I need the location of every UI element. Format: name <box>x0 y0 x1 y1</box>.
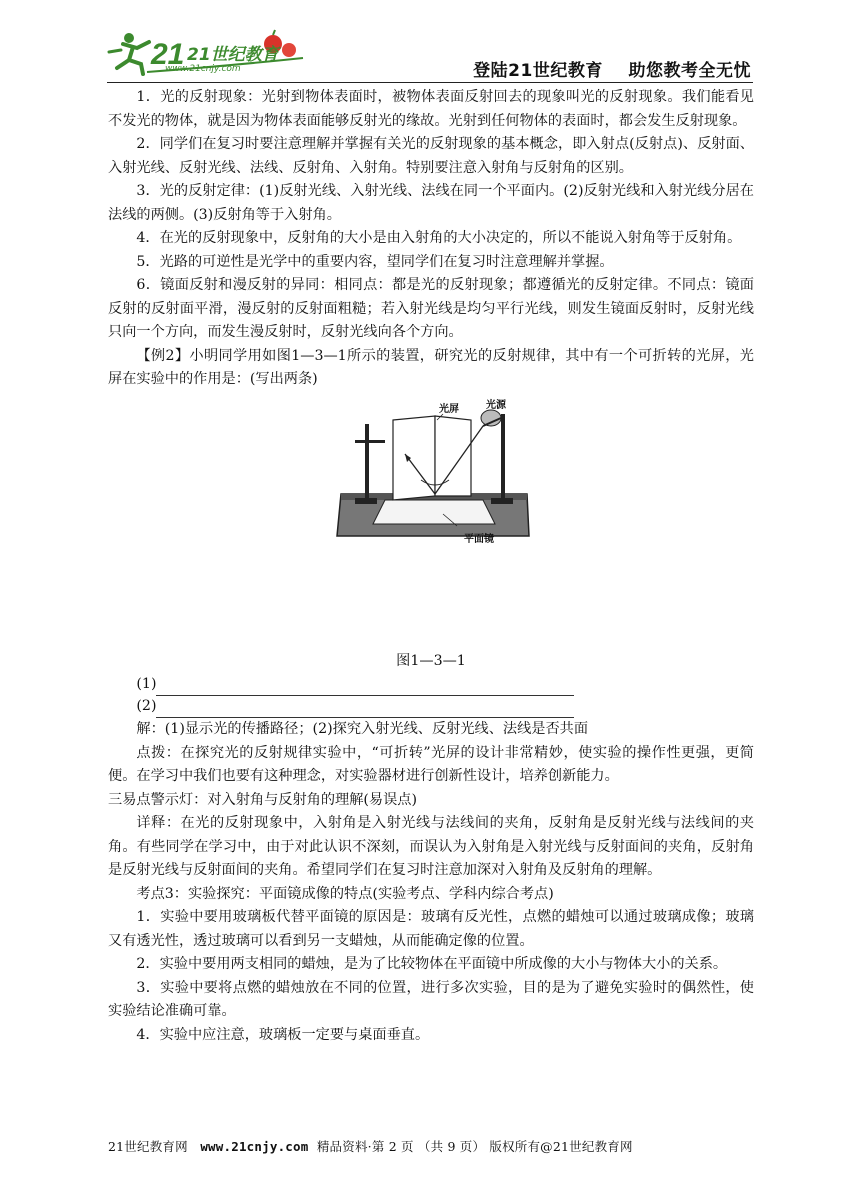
answer-number-2: (2) <box>136 697 157 714</box>
label-light-source: 光源 <box>486 399 506 411</box>
answer-blank-1[interactable] <box>156 682 574 696</box>
footer-site-link[interactable]: www.21cnjy.com <box>200 1139 309 1154</box>
topic-3-item-1: 1．实验中要用玻璃板代替平面镜的原因是：玻璃有反光性，点燃的蜡烛可以通过玻璃成像；玻璃又有透光性，透过玻璃可以看到另一支蜡烛，从而能确定像的位置。 <box>108 909 754 949</box>
footer-right: 精品资料·第 2 页 （共 9 页） 版权所有@21世纪教育网 <box>308 1139 633 1154</box>
page-content-lower <box>108 648 754 1047</box>
logo-text: 21世纪教育 <box>187 45 279 65</box>
header-slogan: 登陆21世纪教育 助您教考全无忧 <box>473 61 751 81</box>
paragraph-angle-cause: 4．在光的反射现象中，反射角的大小是由入射角的大小决定的，所以不能说入射角等于反射角。 <box>136 230 742 246</box>
figure-reflection-apparatus <box>108 396 754 648</box>
label-plane-mirror: 平面镜 <box>464 533 494 545</box>
paragraph-reflection-phenomenon: 1．光的反射现象：光射到物体表面时，被物体表面反射回去的现象叫光的反射现象。我们能看见不发光的物体，就是因为物体表面能够反射光的缘故。光射到任何物体的表面时，都会发生反射现象。 <box>108 89 754 129</box>
paragraph-example-2: 【例2】小明同学用如图1—3—1所示的装置，研究光的反射规律，其中有一个可折转的光屏，光屏在实验中的作用是：(写出两条) <box>108 347 754 387</box>
warning-title: 三易点警示灯：对入射角与反射角的理解(易误点) <box>108 791 418 808</box>
answer-line-1[interactable] <box>108 674 754 696</box>
logo-url: www.21cnjy.com <box>165 64 241 74</box>
paragraph-reversibility: 5．光路的可逆性是光学中的重要内容，望同学们在复习时注意理解并掌握。 <box>136 253 614 270</box>
figure-caption: 图1—3—1 <box>396 653 466 669</box>
detail-text: 详释：在光的反射现象中，入射角是入射光线与法线间的夹角，反射角是反射光线与法线间的夹角。有些同学在学习中，由于对此认识不深刻，而误认为入射角是入射光线与反射面间的夹角，反射角是反射光线与反射面间的夹角。希望同学们在复习时注意加深对入射角及反射角的理解。 <box>108 815 754 878</box>
answer-blank-2[interactable] <box>156 704 574 718</box>
answer-line-2[interactable] <box>108 696 754 718</box>
footer-left: 21世纪教育网 <box>108 1139 201 1154</box>
topic-3-item-4: 4．实验中应注意，玻璃板一定要与桌面垂直。 <box>136 1026 430 1043</box>
label-screen: 光屏 <box>439 403 459 415</box>
page-footer <box>108 1137 754 1155</box>
paragraph-specular-diffuse: 6．镜面反射和漫反射的异同：相同点：都是光的反射现象；都遵循光的反射定律。不同点：镜面反射的反射面平滑，漫反射的反射面粗糙；若入射光线是均匀平行光线，则发生镜面反射时，反射光线只向一个方向，而发生漫反射时，反射光线向各个方向。 <box>108 277 754 340</box>
page-header <box>107 28 753 82</box>
topic-3-title: 考点3：实验探究：平面镜成像的特点(实验考点、学科内综合考点) <box>136 885 554 902</box>
paragraph-reflection-law: 3．光的反射定律：(1)反射光线、入射光线、法线在同一个平面内。(2)反射光线和入射光线分居在法线的两侧。(3)反射角等于入射角。 <box>108 183 754 223</box>
topic-3-item-2: 2．实验中要用两支相同的蜡烛，是为了比较物体在平面镜中所成像的大小与物体大小的关系。 <box>136 956 728 972</box>
svg-text:21: 21 <box>151 38 185 71</box>
site-logo[interactable] <box>107 28 307 78</box>
topic-3-item-3: 3．实验中要将点燃的蜡烛放在不同的位置，进行多次实验，目的是为了避免实验时的偶然性，使实验结论准确可靠。 <box>108 979 754 1019</box>
header-divider <box>107 82 753 83</box>
hint-text: 点拨：在探究光的反射规律实验中，“可折转”光屏的设计非常精妙，使实验的操作性更强，更简便。在学习中我们也要有这种理念，对实验器材进行创新性设计，培养创新能力。 <box>108 744 754 784</box>
answer-number-1: (1) <box>136 675 157 692</box>
apparatus-diagram <box>333 396 533 546</box>
page-content <box>108 86 754 648</box>
paragraph-concepts: 2．同学们在复习时要注意理解并掌握有关光的反射现象的基本概念，即入射点(反射点)、反射面、入射光线、反射光线、法线、反射角、入射角。特别要注意入射角与反射角的区别。 <box>108 136 754 176</box>
solution-text: 解：(1)显示光的传播路径；(2)探究入射光线、反射光线、法线是否共面 <box>136 721 589 737</box>
